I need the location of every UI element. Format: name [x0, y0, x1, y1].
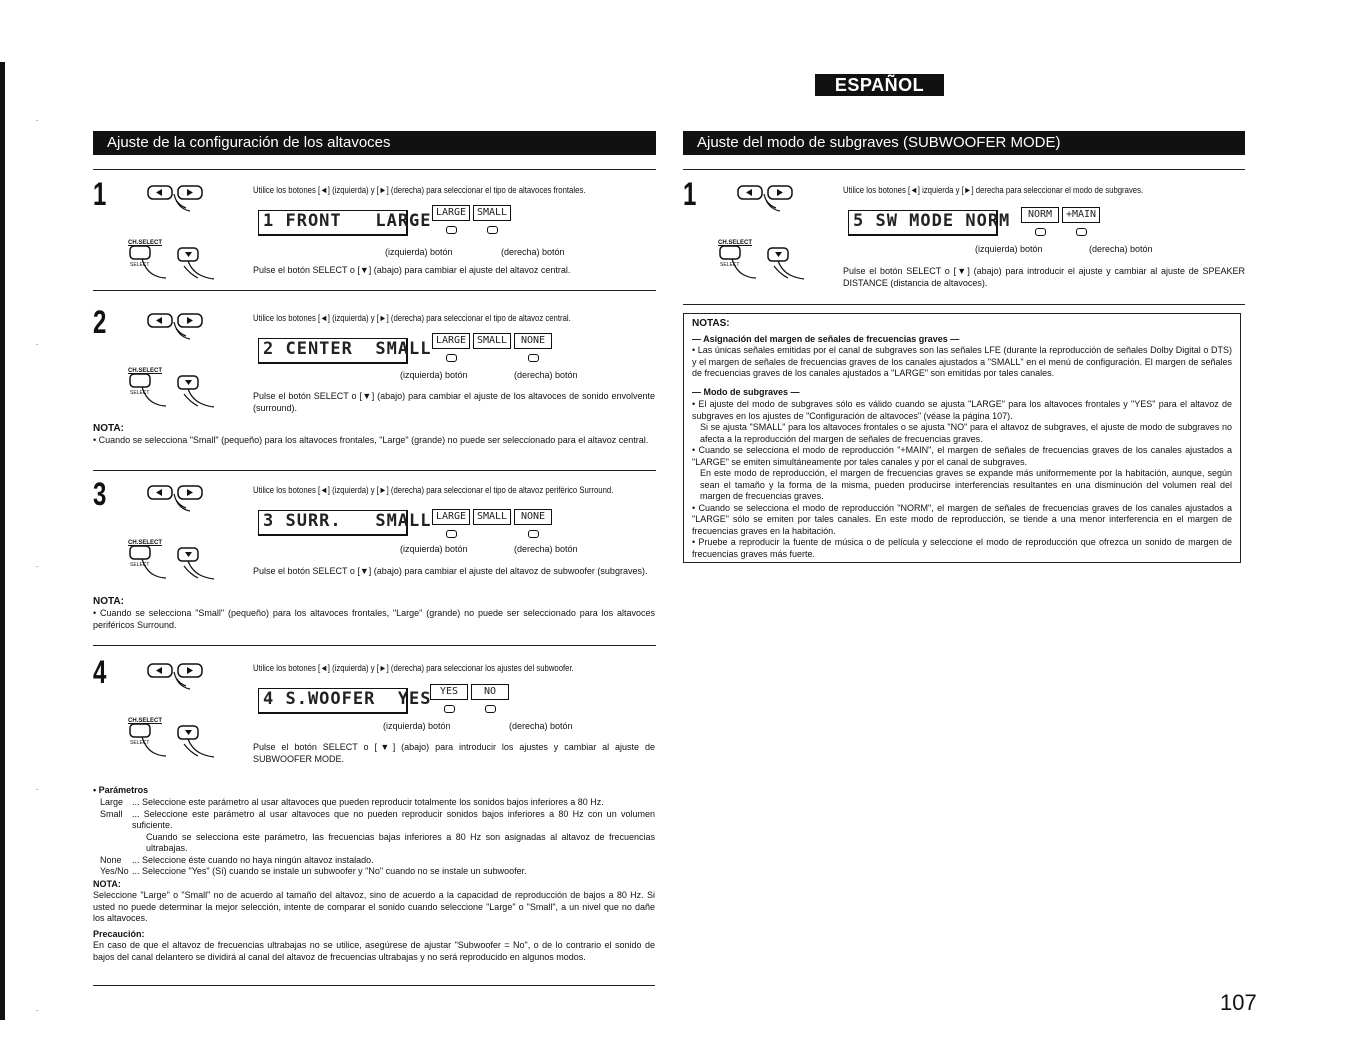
left-button-icon — [444, 705, 455, 713]
step-instruction: Utilice los botones [◄] (izquierda) y [►] (derecha) para seleccionar el tipo de altavoz periférico Surround. — [253, 485, 614, 495]
right-button-icon — [528, 354, 539, 362]
step-press-instruction: Pulse el botón SELECT o [▼] (abajo) para cambiar el ajuste del altavoz de subwoofer (subgraves). — [253, 566, 648, 576]
divider — [683, 304, 1245, 305]
nota-title: NOTA: — [93, 423, 124, 434]
right-button-icon — [1076, 228, 1087, 236]
parametro-text: ... Seleccione éste cuando no haya ningún altavoz instalado. — [132, 854, 374, 865]
notas-paragraph-2 — [692, 399, 1232, 560]
option-small: SMALL — [473, 509, 511, 525]
step-press-instruction: Pulse el botón SELECT o [▼] (abajo) para introducir los ajustes y cambiar al ajuste de SUBWOOFER MODE. — [253, 742, 655, 764]
left-right-buttons-icon — [146, 658, 216, 698]
parametro-text: ... Seleccione "Yes" (Sí) cuando se instale un subwoofer y "No" cuando no se instale un subwoofer. — [132, 866, 527, 876]
notas-title: NOTAS: — [692, 318, 730, 329]
step-number: 2 — [93, 304, 107, 340]
notas-box — [683, 313, 1241, 563]
right-button-label: (derecha) botón — [1089, 244, 1153, 254]
notas-item: • Cuando se selecciona el modo de reproducción "+MAIN", el margen de señales de frecuencias graves de los canales ajustados a "LARGE" se emiten simultáneamente por tales canales y por el canal de subgraves. — [692, 445, 1232, 467]
parametros-title: • Parámetros — [93, 785, 149, 795]
divider — [683, 169, 1245, 170]
step-number: 1 — [683, 176, 697, 212]
left-button-icon — [446, 226, 457, 234]
select-label: SELECT — [130, 262, 150, 268]
step-press-instruction: Pulse el botón SELECT o [▼] (abajo) para cambiar el ajuste de los altavoces de sonido envolvente (surround). — [253, 391, 655, 413]
parametro-key: Yes/No — [100, 866, 129, 876]
notas-item: • El ajuste del modo de subgraves sólo es válido cuando se ajusta "LARGE" para los altavoces frontales y "YES" para el altavoz de subgraves en los ajustes de "Configuración de altavoces" (véase la página 107). — [692, 399, 1232, 421]
parametro-row — [100, 832, 655, 855]
parametro-text: Cuando se selecciona este parámetro, las frecuencias bajas inferiores a 80 Hz son asignadas al altavoz de frecuencias ultrabajas. — [146, 831, 655, 853]
parametro-row — [100, 866, 655, 878]
option-norm: NORM — [1021, 207, 1059, 223]
left-button-label: (izquierda) botón — [975, 244, 1043, 254]
parametro-key — [100, 832, 132, 855]
notas-item: En este modo de reproducción, el margen de frecuencias graves se expande más uniformemente por la habitación, aunque, según sean el tamaño y la forma de la misma, pueden producirse interferencias resultantes en una disminución del volumen real del margen de frecuencias graves. — [700, 468, 1232, 501]
nota-title: NOTA: — [93, 596, 124, 607]
right-button-icon — [528, 530, 539, 538]
ch-select-label: CH.SELECT — [128, 240, 163, 246]
option-large: LARGE — [432, 205, 470, 221]
step-number: 4 — [93, 654, 107, 690]
select-label: SELECT — [130, 740, 150, 746]
nota-text: • Cuando se selecciona "Small" (pequeño) para los altavoces frontales, "Large" (grande) no puede ser seleccionado para los altavoces periféricos Surround. — [93, 608, 655, 630]
option-none: NONE — [514, 509, 552, 525]
nota-final-title: NOTA: — [93, 879, 121, 889]
parametro-key: None — [100, 854, 122, 865]
lcd-display: 1 FRONT LARGE — [258, 210, 408, 236]
notas-heading-1: — Asignación del margen de señales de frecuencias graves — — [692, 334, 960, 344]
divider — [93, 645, 656, 646]
page-edge-bar — [0, 62, 5, 1020]
left-button-icon — [446, 354, 457, 362]
divider — [93, 470, 656, 471]
option-large: LARGE — [432, 333, 470, 349]
precaucion-text: En caso de que el altavoz de frecuencias ultrabajas no se utilice, asegúrese de ajustar "Subwoofer = No", o de lo contrario el sonido de bajos del canal delantero se dividirá al canal del altavoz de frecuencias ultrabajas y no será reproducido en algunos modos. — [93, 940, 655, 962]
right-button-icon — [487, 226, 498, 234]
right-button-label: (derecha) botón — [514, 370, 578, 380]
step-press-instruction: Pulse el botón SELECT o [▼] (abajo) para cambiar el ajuste del altavoz central. — [253, 265, 571, 275]
divider — [93, 985, 655, 986]
lcd-display: 5 SW MODE NORM — [848, 210, 998, 236]
lcd-display: 2 CENTER SMALL — [258, 338, 408, 364]
lcd-display: 4 S.WOOFER YES — [258, 688, 408, 714]
left-button-label: (izquierda) botón — [400, 370, 468, 380]
step-instruction: Utilice los botones [◄] (izquierda) y [►] (derecha) para seleccionar el tipo de altavoz central. — [253, 313, 571, 323]
option-main: +MAIN — [1062, 207, 1100, 223]
parametro-key: Small — [100, 808, 123, 819]
option-small: SMALL — [473, 205, 511, 221]
right-button-icon — [485, 705, 496, 713]
parametro-key: Large — [100, 797, 124, 807]
ch-select-label: CH.SELECT — [718, 240, 753, 246]
left-right-buttons-icon — [146, 180, 216, 220]
left-section-title: Ajuste de la configuración de los altavoces — [93, 131, 656, 155]
divider — [93, 169, 656, 170]
parametro-row — [100, 855, 655, 867]
ch-select-label: CH.SELECT — [128, 718, 163, 724]
divider — [93, 290, 656, 291]
notas-item: • Pruebe a reproducir la fuente de música o de película y seleccione el modo de reproducción que ofrezca un sonido de margen de frecuencias graves más fuerte. — [692, 537, 1232, 559]
option-large: LARGE — [432, 509, 470, 525]
nota-final-text: Seleccione "Large" o "Small" no de acuerdo al tamaño del altavoz, sino de acuerdo a la capacidad de reproducción de bajos a 80 Hz. Si usted no puede determinar la mejor selección, intente de comparar el sonido cuando seleccione "Large" o "Small", a un nivel que no dañe los altavoces. — [93, 890, 655, 923]
notas-item: • Cuando se selecciona el modo de reproducción "NORM", el margen de señales de frecuencias graves de los canales ajustados a "LARGE" sólo se emiten por tales canales. En este modo de reproducción, se tiende a una menor interferencia en el margen de frecuencias graves en la habitación. — [692, 502, 1232, 536]
step-press-instruction: Pulse el botón SELECT o [▼] (abajo) para introducir el ajuste y cambiar al ajuste de SPEAKER DISTANCE (distancia de altavoces). — [843, 266, 1245, 288]
notas-item: Si se ajusta "SMALL" para los altavoces frontales o se ajusta "NO" para el altavoz de subgraves, el ajuste de modo de subgraves no afecta a la reproducción del margen de señales de frecuencias graves. — [700, 422, 1232, 444]
step-instruction: Utilice los botones [◄] (izquierda) y [►] (derecha) para seleccionar el tipo de altavoces frontales. — [253, 185, 586, 195]
left-right-buttons-icon — [736, 180, 806, 220]
step-instruction: Utilice los botones [◄] izquierda y [►] derecha para seleccionar el modo de subgraves. — [843, 185, 1144, 195]
left-button-label: (izquierda) botón — [400, 544, 468, 554]
lcd-display: 3 SURR. SMALL — [258, 510, 408, 536]
notas-heading-2: — Modo de subgraves — — [692, 387, 800, 397]
select-label: SELECT — [720, 262, 740, 268]
step-number: 3 — [93, 476, 107, 512]
left-button-icon — [1035, 228, 1046, 236]
precaucion-title: Precaución: — [93, 929, 145, 939]
left-button-icon — [446, 530, 457, 538]
parametro-text: ... Seleccione este parámetro al usar altavoces que pueden reproducir totalmente los sonidos bajos inferiores a 80 Hz. — [132, 797, 604, 807]
notas-paragraph-1: • Las únicas señales emitidas por el canal de subgraves son las señales LFE (durante la reproducción de señales Dolby Digital o DTS) y el margen de señales de frecuencias graves de los canales ajustados a "SMALL" en el menú de configuración. El margen de señales de frecuencias graves de los canales ajustados a "LARGE" son emitidas por tales canales. — [692, 345, 1232, 378]
select-label: SELECT — [130, 390, 150, 396]
option-none: NONE — [514, 333, 552, 349]
select-label: SELECT — [130, 562, 150, 568]
left-right-buttons-icon — [146, 308, 216, 348]
left-button-label: (izquierda) botón — [383, 721, 451, 731]
right-button-label: (derecha) botón — [514, 544, 578, 554]
nota-text: • Cuando se selecciona "Small" (pequeño) para los altavoces frontales, "Large" (grande) no puede ser seleccionado para el altavoz central. — [93, 435, 649, 445]
language-tab: ESPAÑOL — [815, 74, 944, 96]
right-section-title: Ajuste del modo de subgraves (SUBWOOFER MODE) — [683, 131, 1245, 155]
option-yes: YES — [430, 684, 468, 700]
parametro-row — [100, 797, 655, 809]
left-button-label: (izquierda) botón — [385, 247, 453, 257]
ch-select-label: CH.SELECT — [128, 540, 163, 546]
step-number: 1 — [93, 176, 107, 212]
ch-select-label: CH.SELECT — [128, 368, 163, 374]
right-button-label: (derecha) botón — [501, 247, 565, 257]
parametro-text: ... Seleccione este parámetro al usar altavoces que no pueden reproducir sonidos bajos inferiores a 80 Hz con un volumen suficiente. — [132, 808, 655, 830]
right-button-label: (derecha) botón — [509, 721, 573, 731]
page-number: 107 — [1220, 990, 1257, 1015]
step-instruction: Utilice los botones [◄] (izquierda) y [►] (derecha) para seleccionar los ajustes del subwoofer. — [253, 663, 574, 673]
parametros-list — [100, 797, 655, 878]
option-no: NO — [471, 684, 509, 700]
parametro-row — [100, 809, 655, 832]
option-small: SMALL — [473, 333, 511, 349]
left-right-buttons-icon — [146, 480, 216, 520]
